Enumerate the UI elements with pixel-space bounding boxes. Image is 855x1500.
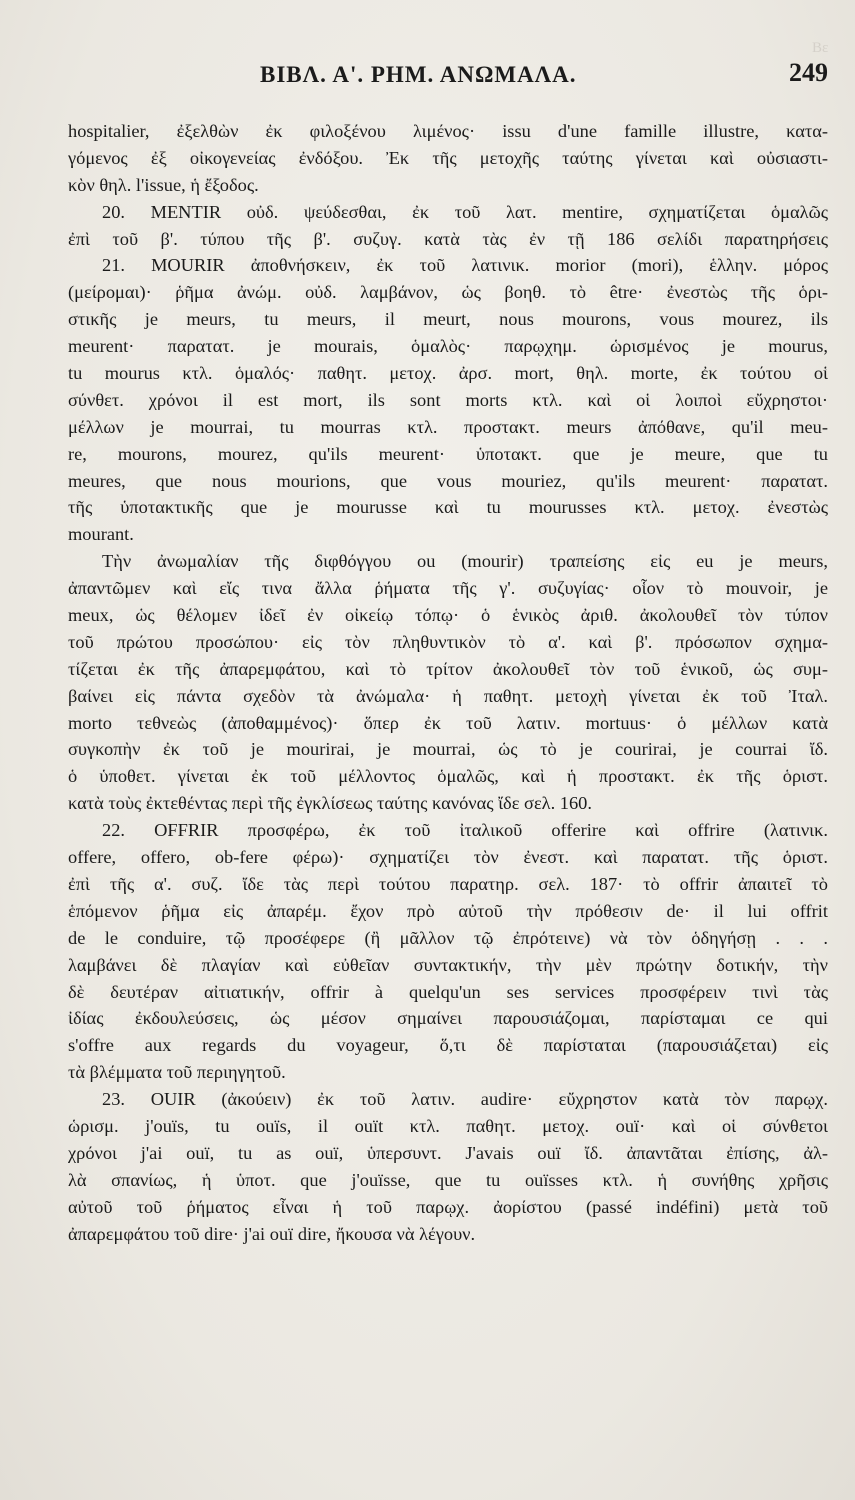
text-line: 20. MENTIR οὐδ. ψεύδεσθαι, ἐκ τοῦ λατ. mentire, σχηματίζεται ὁμαλῶς [102, 201, 828, 222]
text-line: ἀπαντῶμεν καὶ εἴς τινα ἄλλα ῥήματα τῆς γ'. συζυγίας· οἷον τὸ mouvoir, je [68, 578, 828, 599]
text-line: de le conduire, τῷ προσέφερε (ἢ μᾶλλον τῷ ἐπρότεινε) νὰ τὸν ὁδηγήσῃ . . . [68, 927, 828, 948]
text-line: σύνθετ. χρόνοι il est mort, ils sont morts κτλ. καὶ οἱ λοιποὶ εὔχρηστοι· [68, 389, 828, 410]
text-line: meux, ὡς θέλομεν ἰδεῖ ἐν οἰκείῳ τόπῳ· ὁ ἑνικὸς ἀριθ. ἀκολουθεῖ τὸν τύπον [68, 605, 828, 626]
page-number: 249 [789, 58, 828, 87]
text-line: ὡρισμ. j'ouïs, tu ouïs, il ouït κτλ. παθητ. μετοχ. ouï· καὶ οἱ σύνθετοι [68, 1115, 828, 1136]
text-line: hospitalier, ἐξελθὼν ἐκ φιλοξένου λιμένος· issu d'une famille illustre, κατα- [68, 121, 828, 141]
text-line: λαμβάνει δὲ πλαγίαν καὶ εὐθεῖαν συντακτικήν, τὴν μὲν πρώτην δοτικήν, τὴν [68, 954, 828, 975]
text-line: 23. OUIR (ἀκούειν) ἐκ τοῦ λατιν. audire· εὔχρηστον κατὰ τὸν παρῳχ. [102, 1089, 828, 1110]
text-line: meures, que nous mourions, que vous mouriez, qu'ils meurent· παρατατ. [68, 470, 828, 491]
text-line: κατὰ τοὺς ἐκτεθέντας περὶ τῆς ἐγκλίσεως ταύτης κανόνας ἴδε σελ. 160. [68, 793, 592, 814]
text-line: tu mourus κτλ. ὁμαλός· παθητ. μετοχ. ἀρσ. mort, θηλ. morte, ἐκ τούτου οἱ [68, 363, 828, 384]
running-title: ΒΙΒΛ. Α'. ΡΗΜ. ΑΝΩΜΑΛΑ. [260, 62, 577, 87]
text-line: 22. OFFRIR προσφέρω, ἐκ τοῦ ἰταλικοῦ offerire καὶ offrire (λατινικ. [102, 820, 828, 841]
text-line: 21. MOURIR ἀποθνήσκειν, ἐκ τοῦ λατινικ. morior (mori), ἑλλην. μόρος [102, 255, 828, 276]
text-line: τίζεται ἐκ τῆς ἀπαρεμφάτου, καὶ τὸ τρίτον ἀκολουθεῖ τὸν τοῦ ἑνικοῦ, ὡς συμ- [68, 658, 828, 679]
text-line: ἰδίας ἐκδουλεύσεις, ὡς μέσον σημαίνει παρουσιάζομαι, παρίσταμαι ce qui [68, 1008, 828, 1029]
text-line: χρόνοι j'ai ouï, tu as ouï, ὑπερσυντ. J'avais ouï ἴδ. ἀπαντᾶται ἐπίσης, ἀλ- [68, 1142, 828, 1163]
text-line: μέλλων je mourrai, tu mourras κτλ. προστακτ. meurs ἀπόθανε, qu'il meu- [68, 416, 828, 437]
text-line: στικῆς je meurs, tu meurs, il meurt, nous mourons, vous mourez, ils [68, 309, 828, 330]
text-line: re, mourons, mourez, qu'ils meurent· ὑποτακτ. que je meure, que tu [68, 443, 828, 464]
text-line: συγκοπὴν ἐκ τοῦ je mourirai, je mourrai, ὡς τὸ je courirai, je courrai ἴδ. [68, 739, 828, 760]
text-line: s'offre aux regards du voyageur, ὅ,τι δὲ παρίσταται (παρουσιάζεται) εἰς [68, 1035, 828, 1056]
text-line: δὲ δευτέραν αἰτιατικήν, offrir à quelqu'un ses services προσφέρειν τινὶ τὰς [68, 981, 828, 1002]
text-line: ἐπὶ τοῦ β'. τύπου τῆς β'. συζυγ. κατὰ τὰς ἐν τῇ 186 σελίδι παρατηρήσεις [68, 228, 828, 249]
text-line: ὁ ὑποθετ. γίνεται ἐκ τοῦ μέλλοντος ὁμαλῶς, καὶ ἡ προστακτ. ἐκ τῆς ὁριστ. [68, 766, 828, 787]
text-line: mourant. [68, 524, 134, 545]
text-line: ἐπὶ τῆς α'. συζ. ἴδε τὰς περὶ τούτου παρατηρ. σελ. 187· τὸ offrir ἀπαιτεῖ τὸ [68, 873, 828, 894]
text-line: ἑπόμενον ῥῆμα εἰς ἀπαρέμ. ἔχον πρὸ αὐτοῦ τὴν πρόθεσιν de· il lui offrit [68, 900, 828, 921]
text-line: offere, offero, ob-fere φέρω)· σχηματίζει τὸν ἐνεστ. καὶ παρατατ. τῆς ὁριστ. [68, 847, 828, 868]
text-line: (μείρομαι)· ῥῆμα ἀνώμ. οὐδ. λαμβάνον, ὡς βοηθ. τὸ être· ἐνεστὼς τῆς ὁρι- [68, 282, 828, 303]
page-header [70, 58, 828, 92]
text-line: morto τεθνεὼς (ἀποθαμμένος)· ὅπερ ἐκ τοῦ λατιν. mortuus· ὁ μέλλων κατὰ [68, 712, 828, 733]
text-line: meurent· παρατατ. je mourais, ὁμαλὸς· παρῳχημ. ὡρισμένος je mourus, [68, 336, 828, 357]
text-line: ἀπαρεμφάτου τοῦ dire· j'ai ouï dire, ἤκουσα νὰ λέγουν. [68, 1223, 476, 1244]
text-line: κὸν θηλ. l'issue, ἡ ἔξοδος. [68, 174, 259, 195]
text-line: βαίνει εἰς πάντα σχεδὸν τὰ ἀνώμαλα· ἡ παθητ. μετοχὴ γίνεται ἐκ τοῦ Ἰταλ. [68, 685, 828, 706]
text-line: τὰ βλέμματα τοῦ περιηγητοῦ. [68, 1062, 286, 1083]
text-line: Τὴν ἀνωμαλίαν τῆς διφθόγγου ou (mourir) τραπείσης εἰς eu je meurs, [102, 551, 828, 572]
text-line: τῆς ὑποτακτικῆς que je mourusse καὶ tu mourusses κτλ. μετοχ. ἐνεστὼς [68, 497, 828, 518]
text-line: λὰ σπανίως, ἡ ὑποτ. que j'ouïsse, que tu ouïsses κτλ. ἡ συνήθης χρῆσις [68, 1169, 828, 1190]
text-line: αὐτοῦ τοῦ ῥήματος εἶναι ἡ τοῦ παρῳχ. ἀορίστου (passé indéfini) μετὰ τοῦ [68, 1196, 828, 1217]
show-through-mark: Βε [812, 40, 829, 56]
body-text [68, 118, 828, 1247]
text-line: τοῦ πρώτου προσώπου· εἰς τὸν πληθυντικὸν τὸ α'. καὶ β'. πρόσωπον σχημα- [68, 631, 828, 652]
text-line: γόμενος ἐξ οἰκογενείας ἐνδόξου. Ἐκ τῆς μετοχῆς ταύτης γίνεται καὶ οὐσιαστι- [68, 147, 828, 168]
